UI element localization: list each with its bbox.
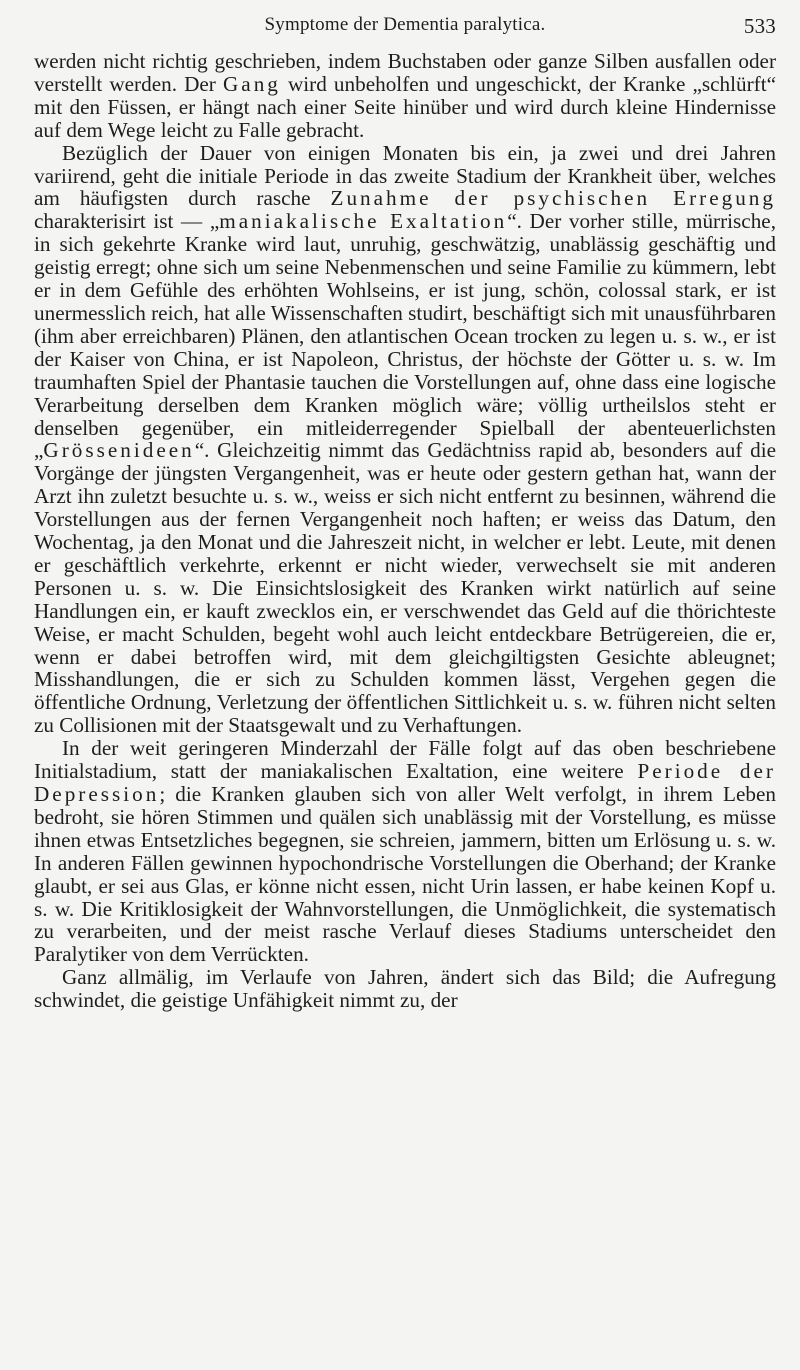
running-title: Symptome der Dementia paralytica. — [264, 14, 546, 35]
spaced-emphasis-text: Periode der Depression — [34, 759, 776, 806]
paragraph — [34, 966, 776, 1012]
text-run: werden nicht richtig geschrieben, indem Buchstaben oder ganze Silben ausfallen oder verstellt werden. Der — [34, 49, 776, 96]
paragraph — [34, 142, 776, 738]
text-run: In der weit geringeren Minderzahl der Fälle folgt auf das oben beschriebene Initialstadium, statt der maniakalischen Exaltation, eine weitere — [34, 736, 776, 784]
text-run: ; die Kranken glauben sich von aller Welt verfolgt, in ihrem Leben bedroht, sie hören Stimmen und quälen sich unablässig mit der Vorstellung, es müsse ihnen etwas Entsetzliches begegnen, sie schreien, jammern, bitten um Erlösung u. s. w. In anderen Fällen gewinnen hypochondrische Vorstellungen die Oberhand; der Kranke glaubt, er sei aus Glas, er könne nicht essen, nicht Urin lassen, er habe keinen Kopf u. s. w. Die Kritiklosigkeit der Wahnvorstellungen, die Unmöglichkeit, die systematisch zu verarbeiten, und der meist rasche Verlauf dieses Stadiums unterscheidet den Paralytiker von dem Verrückten. — [34, 782, 776, 967]
text-run: charakterisirt ist — „ — [34, 209, 220, 234]
text-run: “. Gleichzeitig nimmt das Gedächtniss rapid ab, besonders auf die Vorgänge der jüngsten Vergangenheit, was er heute oder gestern gethan hat, wann der Arzt ihn zuletzt besuchte u. s. w., weiss er sich nicht entfernt zu besinnen, während die Vorstellungen aus der fernen Vergangenheit noch haften; er weiss das Datum, den Wochentag, ja den Monat und die Jahreszeit nicht, in welcher er lebt. Leute, mit denen er geschäftlich verkehrte, erkennt er nicht wieder, verwechselt sie mit anderen Personen u. s. w. Die Einsichtslosigkeit des Kranken wirkt natürlich auf seine Handlungen ein, er kauft zwecklos ein, er verschwendet das Geld auf die thörichteste Weise, er macht Schulden, begeht wohl auch leicht entdeckbare Betrügereien, die er, wenn er dabei betroffen wird, mit dem gleichgiltigsten Gesichte ableugnet; Misshandlungen, die er sich zu Schulden kommen lässt, Vergehen gegen die öffentliche Ordnung, Verletzung der öffentlichen Sittlichkeit u. s. w. führen nicht selten zu Collisionen mit der Staatsgewalt und zu Verhaftungen. — [34, 438, 776, 738]
text-run: Bezüglich der Dauer von einigen Monaten bis ein, ja zwei und drei Jahren variirend, geht die initiale Periode in das zweite Stadium der Krankheit über, welches am häufigsten durch rasche — [34, 140, 776, 211]
text-run: Ganz allmälig, im Verlaufe von Jahren, ändert sich das Bild; die Aufregung schwindet, die geistige Unfähigkeit nimmt zu, der — [34, 965, 776, 1013]
paragraph — [34, 50, 776, 142]
spaced-emphasis-text: Gang — [222, 71, 281, 96]
spaced-emphasis-text: maniakalische Exaltation — [219, 209, 508, 234]
text-run: “. Der vorher stille, mürrische, in sich gekehrte Kranke wird laut, unruhig, geschwätzig, unablässig geschäftig und geistig erregt; ohne sich um seine Nebenmenschen und seine Familie zu kümmern, lebt er in dem Gefühle des erhöhten Wohlseins, er ist jung, schön, colossal stark, er ist unermesslich reich, hat alle Wissenschaften studirt, beschäftigt sich mit unausführbaren (ihm aber erreichbaren) Plänen, den atlantischen Ocean trocken zu legen u. s. w., er ist der Kaiser von China, er ist Napoleon, Christus, der höchste der Götter u. s. w. Im traumhaften Spiel der Phantasie tauchen die Vorstellungen auf, ohne dass eine logische Verarbeitung derselben dem Kranken möglich wäre; völlig urtheilslos steht er denselben gegenüber, ein mitleiderregender Spielball der abenteuerlichsten „ — [34, 209, 776, 463]
body-text — [34, 50, 776, 1012]
page-header — [34, 14, 776, 42]
spaced-emphasis-text: Grössenideen — [43, 438, 195, 463]
page-number: 533 — [743, 14, 776, 38]
text-run: wird unbeholfen und ungeschickt, der Kranke „schlürft“ mit den Füssen, er hängt nach einer Seite hinüber und wird durch kleine Hindernisse auf dem Wege leicht zu Falle gebracht. — [34, 71, 776, 142]
book-page — [34, 14, 776, 1012]
spaced-emphasis-text: Zunahme der psychischen Erregung — [330, 186, 776, 211]
paragraph — [34, 737, 776, 966]
